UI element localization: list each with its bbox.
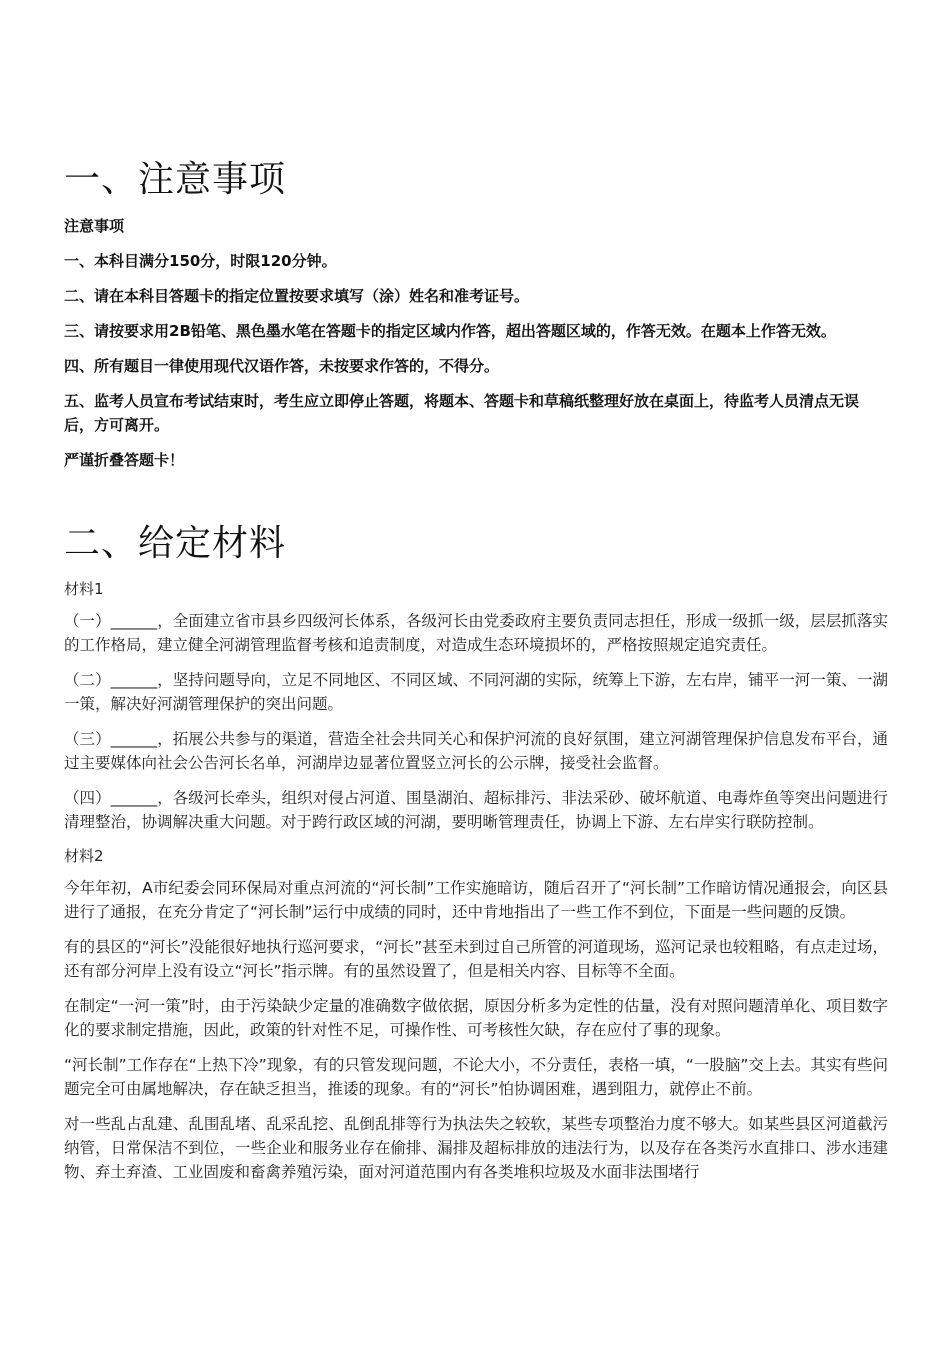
notice-item-3: 三、请按要求用2B铅笔、黑色墨水笔在答题卡的指定区域内作答，超出答题区域的，作答无效。在题本上作答无效。 [64,322,836,340]
notice-item-5: 五、监考人员宣布考试结束时，考生应立即停止答题，将题本、答题卡和草稿纸整理好放在桌面上，待监考人员清点无误后，方可离开。 [64,392,860,434]
notice-block [64,214,888,483]
material2-paragraph-5: 对一些乱占乱建、乱围乱堵、乱采乱挖、乱倒乱排等行为执法失之较软，某些专项整治力度不够大。如某些县区河道截污纳管，日常保洁不到位，一些企业和服务业存在偷排、漏排及超标排放的违法行为，以及存在各类污水直排口、涉水违建物、弃土弃渣、工业固废和畜禽养殖污染，面对河道范围内有各类堆积垃圾及水面非法围堵行 [64,1115,888,1181]
section-heading-notice: 一、注意事项 [64,159,287,200]
notice-warning: 严谨折叠答题卡！ [64,451,185,469]
notice-item-2: 二、请在本科目答题卡的指定位置按要求填写（涂）姓名和准考证号。 [64,287,530,305]
notice-item-4: 四、所有题目一律使用现代汉语作答，未按要求作答的，不得分。 [64,357,500,375]
material1-label: 材料1 [64,580,104,598]
material2-paragraph-4: “河长制”工作存在“上热下冷”现象，有的只管发现问题，不论大小，不分责任，表格一填，“一股脑”交上去。其实有些问题完全可由属地解决，存在缺乏担当，推诿的现象。有的“河长”怕协调困难，遇到阻力，就停止不前。 [64,1056,888,1098]
section-heading-materials: 二、给定材料 [64,523,287,564]
material2-label: 材料2 [64,847,104,865]
material1-paragraph-4: （四）______，各级河长牵头，组织对侵占河道、围垦湖泊、超标排污、非法采砂、破坏航道、电毒炸鱼等突出问题进行清理整治，协调解决重大问题。对于跨行政区域的河湖，要明晰管理责任，协调上下游、左右岸实行联防控制。 [64,789,888,831]
material2-paragraph-1: 今年年初，A市纪委会同环保局对重点河流的“河长制”工作实施暗访，随后召开了“河长制”工作暗访情况通报会，向区县进行了通报，在充分肯定了“河长制”运行中成绩的同时，还中肯地指出了一些工作不到位，下面是一些问题的反馈。 [64,879,888,921]
materials-block [64,578,888,1195]
material1-paragraph-2: （二）______，坚持问题导向，立足不同地区、不同区域、不同河湖的实际，统筹上下游，左右岸，铺平一河一策、一湖一策，解决好河湖管理保护的突出问题。 [64,671,888,713]
material2-paragraph-3: 在制定“一河一策”时，由于污染缺少定量的准确数字做依据，原因分析多为定性的估量，没有对照问题清单化、项目数字化的要求制定措施，因此，政策的针对性不足，可操作性、可考核性欠缺，存在应付了事的现象。 [64,997,888,1039]
material1-paragraph-3: （三）______，拓展公共参与的渠道，营造全社会共同关心和保护河流的良好氛围，建立河湖管理保护信息发布平台，通过主要媒体向社会公告河长名单，河湖岸边显著位置竖立河长的公示牌，接受社会监督。 [64,730,888,772]
material1-paragraph-1: （一）______，全面建立省市县乡四级河长体系，各级河长由党委政府主要负责同志担任，形成一级抓一级，层层抓落实的工作格局，建立健全河湖管理监督考核和追责制度，对造成生态环境损坏的，严格按照规定追究责任。 [64,612,888,654]
notice-item-1: 一、本科目满分150分，时限120分钟。 [64,252,337,270]
material2-paragraph-2: 有的县区的“河长”没能很好地执行巡河要求，“河长”甚至未到过自己所管的河道现场，巡河记录也较粗略，有点走过场，还有部分河岸上没有设立“河长”指示牌。有的虽然设置了，但是相关内容、目标等不全面。 [64,938,888,980]
notice-title: 注意事项 [64,217,125,235]
